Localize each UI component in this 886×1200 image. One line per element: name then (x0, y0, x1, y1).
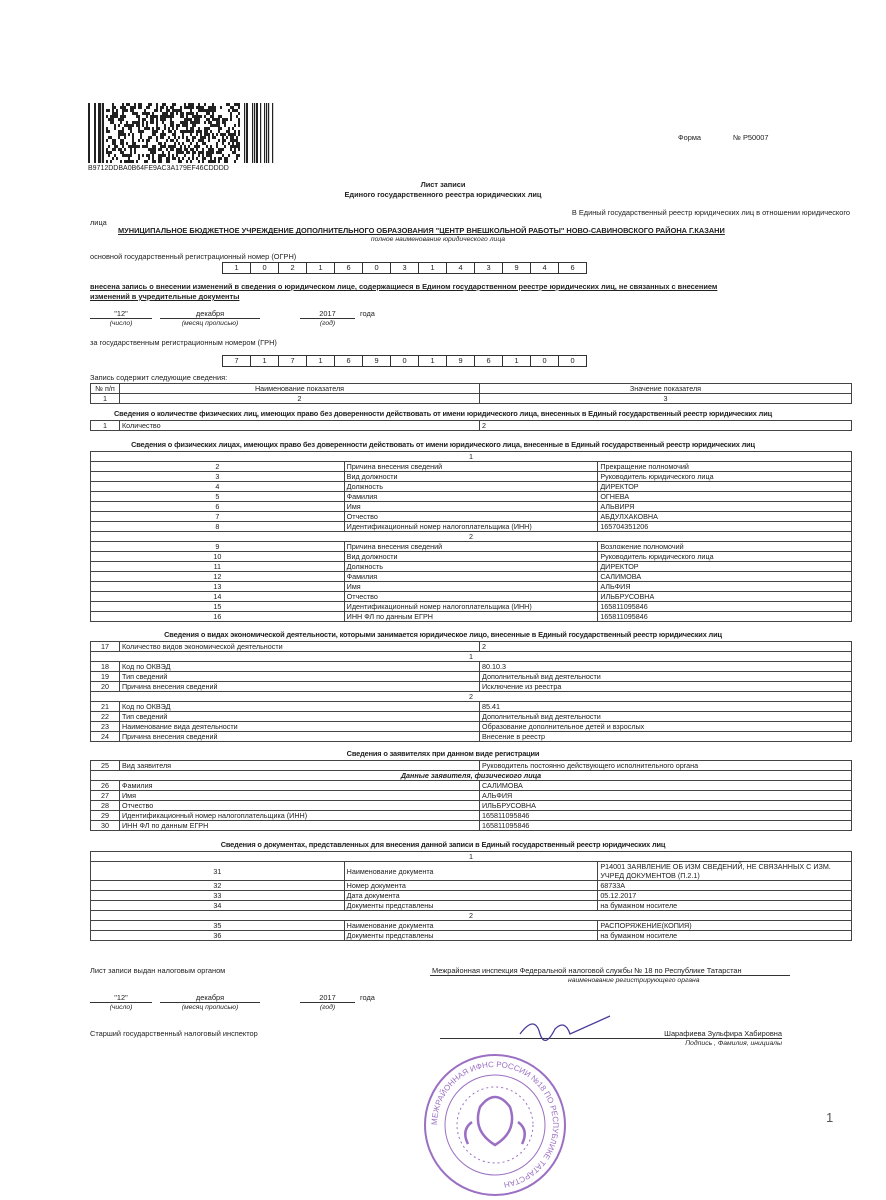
date-year-caption: (год) (319, 320, 336, 327)
table-row (91, 801, 852, 811)
row-value: 05.12.2017 (598, 891, 852, 901)
digit-box: 1 (419, 263, 447, 273)
intro-line2: лица (90, 218, 107, 227)
table-row (91, 712, 852, 722)
table-row (91, 502, 852, 512)
row-name: Имя (344, 582, 598, 592)
row-name: Наименование вида деятельности (120, 722, 480, 732)
table-row (91, 542, 852, 552)
row-number: 16 (91, 612, 345, 622)
section-table (90, 420, 852, 431)
table-row (91, 572, 852, 582)
date-day-caption: (число) (109, 1004, 133, 1011)
row-number: 24 (91, 732, 120, 742)
row-number: 34 (91, 901, 345, 911)
row-value: 165811095846 (598, 612, 852, 622)
table-row (91, 732, 852, 742)
subheader-label: Данные заявителя, физического лица (91, 771, 852, 781)
section-table (90, 851, 852, 941)
row-value: Образование дополнительное детей и взрослых (480, 722, 852, 732)
group-row (91, 652, 852, 662)
table-row (91, 612, 852, 622)
group-number: 1 (91, 452, 852, 462)
section-title: Сведения о документах, представленных для внесения данной записи в Единый государственный реестр юридических лиц (220, 840, 666, 849)
row-number: 19 (91, 672, 120, 682)
official-stamp (420, 1052, 570, 1198)
row-value: 2 (480, 642, 852, 652)
date-month: декабря (195, 309, 225, 318)
row-number: 1 (91, 421, 120, 431)
table-row (91, 781, 852, 791)
table-row (91, 722, 852, 732)
digit-box: 0 (391, 356, 419, 366)
col-header-num: № п/п (91, 384, 120, 394)
barcode-text: B9712DDBA0B64FE9AC3A179EF46CDDDD (88, 165, 229, 172)
row-name: Причина внесения сведений (120, 682, 480, 692)
digit-box: 0 (531, 356, 559, 366)
digit-box: 9 (503, 263, 531, 273)
digit-box: 1 (307, 356, 335, 366)
row-name: Имя (120, 791, 480, 801)
col-num-3: 3 (480, 394, 852, 404)
row-value: Дополнительный вид деятельности (480, 672, 852, 682)
row-number: 18 (91, 662, 120, 672)
row-value: ОГНЕВА (598, 492, 852, 502)
row-value: на бумажном носителе (598, 931, 852, 941)
row-value: Р14001 ЗАЯВЛЕНИЕ ОБ ИЗМ СВЕДЕНИЙ, НЕ СВЯЗАННЫХ С ИЗМ. УЧРЕД ДОКУМЕНТОВ (П.2.1) (598, 862, 852, 881)
row-value: Руководитель юридического лица (598, 472, 852, 482)
signature (515, 1012, 615, 1042)
stamp-text: МЕЖРАЙОННАЯ ИФНС РОССИИ №18 ПО РЕСПУБЛИКЕ ТАТАРСТАН (429, 1059, 561, 1190)
date-year-underline (300, 318, 355, 319)
row-number: 5 (91, 492, 345, 502)
grn-label: за государственным регистрационным номером (ГРН) (90, 338, 277, 347)
header-table (90, 383, 852, 404)
row-number: 9 (91, 542, 345, 552)
digit-box: 1 (307, 263, 335, 273)
row-name: Должность (344, 562, 598, 572)
row-number: 26 (91, 781, 120, 791)
digit-box: 3 (391, 263, 419, 273)
doc-title: Лист записи (420, 180, 466, 189)
page-number: 1 (826, 1110, 834, 1125)
contains-label: Запись содержит следующие сведения: (90, 373, 228, 382)
table-row (91, 761, 852, 771)
position-label: Старший государственный налоговый инспектор (90, 1029, 258, 1038)
digit-box: 1 (223, 263, 251, 273)
digit-box: 4 (531, 263, 559, 273)
col-header-name: Наименование показателя (120, 384, 480, 394)
group-row (91, 532, 852, 542)
row-name: Отчество (120, 801, 480, 811)
row-value: Руководитель юридического лица (598, 552, 852, 562)
row-value: 165811095846 (598, 602, 852, 612)
row-value: ИЛЬБРУСОВНА (598, 592, 852, 602)
row-value: 165811095846 (480, 821, 852, 831)
row-number: 7 (91, 512, 345, 522)
row-number: 23 (91, 722, 120, 732)
row-name: Тип сведений (120, 712, 480, 722)
row-value: 2 (480, 421, 852, 431)
date-day: "12" (114, 309, 128, 318)
date-day-caption: (число) (109, 320, 133, 327)
date-year-underline (300, 1002, 355, 1003)
row-name: Отчество (344, 512, 598, 522)
digit-box: 6 (335, 263, 363, 273)
table-row (91, 522, 852, 532)
row-value: 85.41 (480, 702, 852, 712)
digit-box: 4 (447, 263, 475, 273)
digit-box: 0 (570, 356, 575, 365)
row-value: Внесение в реестр (480, 732, 852, 742)
table-row (91, 552, 852, 562)
group-row (91, 852, 852, 862)
digit-box: 6 (570, 263, 575, 272)
digit-box: 1 (419, 356, 447, 366)
issued-by-label: Лист записи выдан налоговым органом (90, 966, 226, 975)
row-value: САЛИМОВА (480, 781, 852, 791)
table-row (91, 582, 852, 592)
date-month-underline (160, 1002, 260, 1003)
form-label: Форма (678, 133, 702, 142)
digit-box: 0 (251, 263, 279, 273)
subheader-row (91, 771, 852, 781)
digit-box: 6 (475, 356, 503, 366)
date-month-underline (160, 318, 260, 319)
row-number: 17 (91, 642, 120, 652)
row-number: 13 (91, 582, 345, 592)
ogrn-boxes (222, 262, 587, 274)
digit-box: 1 (251, 356, 279, 366)
row-number: 20 (91, 682, 120, 692)
row-name: Дата документа (344, 891, 598, 901)
table-row (91, 592, 852, 602)
group-row (91, 452, 852, 462)
row-number: 33 (91, 891, 345, 901)
table-row (91, 862, 852, 881)
row-value: АЛЬВИРЯ (598, 502, 852, 512)
date-year: 2017 (319, 993, 336, 1002)
table-row (91, 562, 852, 572)
row-name: Номер документа (344, 881, 598, 891)
barcode-2d (88, 103, 276, 163)
intro-line1: В Единый государственный реестр юридических лиц в отношении юридического (571, 208, 850, 217)
row-name: Причина внесения сведений (344, 462, 598, 472)
row-value: Руководитель постоянно действующего исполнительного органа (480, 761, 852, 771)
col-num-1: 1 (91, 394, 120, 404)
row-name: Вид заявителя (120, 761, 480, 771)
section-table (90, 641, 852, 742)
row-value: ДИРЕКТОР (598, 482, 852, 492)
row-name: Наименование документа (344, 862, 598, 881)
row-value: 165704351206 (598, 522, 852, 532)
svg-text:МЕЖРАЙОННАЯ ИФНС РОССИИ №18 ПО (430, 1060, 560, 1189)
row-value: 80.10.3 (480, 662, 852, 672)
group-number: 1 (91, 852, 852, 862)
row-name: Тип сведений (120, 672, 480, 682)
grn-boxes (222, 355, 587, 367)
table-row (91, 682, 852, 692)
row-number: 14 (91, 592, 345, 602)
row-number: 29 (91, 811, 120, 821)
row-name: Наименование документа (344, 921, 598, 931)
col-num-2: 2 (120, 394, 480, 404)
date-month-caption: (месяц прописью) (181, 320, 239, 327)
date-year-suffix: года (360, 993, 375, 1002)
row-name: Причина внесения сведений (344, 542, 598, 552)
table-row (91, 482, 852, 492)
row-name: Фамилия (344, 492, 598, 502)
row-number: 15 (91, 602, 345, 612)
section-table (90, 760, 852, 831)
row-name: Количество видов экономической деятельности (120, 642, 480, 652)
row-value: на бумажном носителе (598, 901, 852, 911)
row-number: 35 (91, 921, 345, 931)
row-name: Вид должности (344, 552, 598, 562)
group-row (91, 911, 852, 921)
row-value: РАСПОРЯЖЕНИЕ(КОПИЯ) (598, 921, 852, 931)
row-number: 10 (91, 552, 345, 562)
digit-box: 0 (363, 263, 391, 273)
row-value: АЛЬФИЯ (598, 582, 852, 592)
table-row (91, 421, 852, 431)
ogrn-label: основной государственный регистрационный номер (ОГРН) (90, 252, 297, 261)
org-name: МУНИЦИПАЛЬНОЕ БЮДЖЕТНОЕ УЧРЕЖДЕНИЕ ДОПОЛНИТЕЛЬНОГО ОБРАЗОВАНИЯ "ЦЕНТР ВНЕШКОЛЬНОЙ РАБОТЫ" НОВО-САВИНОВСКОГО РАЙОНА Г.КАЗАНИ (118, 226, 725, 235)
row-name: Причина внесения сведений (120, 732, 480, 742)
table-row (91, 472, 852, 482)
group-number: 1 (91, 652, 852, 662)
table-row (91, 811, 852, 821)
digit-box: 1 (503, 356, 531, 366)
row-name: Фамилия (344, 572, 598, 582)
date-year-suffix: года (360, 309, 375, 318)
row-value: ИЛЬБРУСОВНА (480, 801, 852, 811)
row-name: Идентификационный номер налогоплательщика (ИНН) (344, 602, 598, 612)
row-number: 22 (91, 712, 120, 722)
row-name: Код по ОКВЭД (120, 662, 480, 672)
row-value: Дополнительный вид деятельности (480, 712, 852, 722)
row-name: Документы представлены (344, 901, 598, 911)
row-number: 27 (91, 791, 120, 801)
digit-box: 9 (363, 356, 391, 366)
row-name: Отчество (344, 592, 598, 602)
row-value: Возложение полномочий (598, 542, 852, 552)
section-title: Сведения о количестве физических лиц, имеющих право без доверенности действовать от имени юридического лица, внесенных в Единый государственный реестр юридических лиц (114, 409, 772, 418)
row-value: САЛИМОВА (598, 572, 852, 582)
row-number: 32 (91, 881, 345, 891)
row-number: 8 (91, 522, 345, 532)
row-name: Должность (344, 482, 598, 492)
row-name: Вид должности (344, 472, 598, 482)
table-row (91, 662, 852, 672)
row-name: ИНН ФЛ по данным ЕГРН (120, 821, 480, 831)
table-row (91, 891, 852, 901)
digit-box: 9 (447, 356, 475, 366)
table-row (91, 921, 852, 931)
row-number: 6 (91, 502, 345, 512)
row-name: Документы представлены (344, 931, 598, 941)
table-row (91, 512, 852, 522)
digit-box: 6 (335, 356, 363, 366)
row-value: АБДУЛХАКОВНА (598, 512, 852, 522)
date-day-underline (90, 318, 152, 319)
table-row (91, 462, 852, 472)
date-year: 2017 (319, 309, 336, 318)
record-text-2: изменений в учредительные документы (90, 292, 240, 301)
authority-caption: наименование регистрирующего органа (568, 977, 700, 984)
row-value: АЛЬФИЯ (480, 791, 852, 801)
row-name: Идентификационный номер налогоплательщика (ИНН) (120, 811, 480, 821)
table-row (91, 702, 852, 712)
row-number: 2 (91, 462, 345, 472)
row-number: 28 (91, 801, 120, 811)
record-text-1: внесена запись о внесении изменений в сведения о юридическом лице, содержащиеся в Едином государственном реестре юридических лиц, не связанных с внесением (90, 282, 718, 291)
date-month-caption: (месяц прописью) (181, 1004, 239, 1011)
section-title: Сведения о заявителях при данном виде регистрации (346, 749, 540, 758)
table-row (91, 931, 852, 941)
section-title: Сведения о физических лицах, имеющих право без доверенности действовать от имени юридического лица, внесенные в Единый государственный реестр юридических лиц (131, 440, 755, 449)
section-title: Сведения о видах экономической деятельности, которыми занимается юридическое лицо, внесенные в Единый государственный реестр юридических лиц (164, 630, 722, 639)
date-year-caption: (год) (319, 1004, 336, 1011)
table-row (91, 602, 852, 612)
table-row (91, 821, 852, 831)
row-number: 31 (91, 862, 345, 881)
row-number: 25 (91, 761, 120, 771)
col-header-value: Значение показателя (480, 384, 852, 394)
group-number: 2 (91, 911, 852, 921)
section-table (90, 451, 852, 622)
row-name: Фамилия (120, 781, 480, 791)
row-name: Код по ОКВЭД (120, 702, 480, 712)
date-month: декабря (195, 993, 225, 1002)
signer-caption: Подпись , Фамилия, инициалы (685, 1040, 782, 1047)
digit-box: 2 (279, 263, 307, 273)
table-row (91, 492, 852, 502)
authority-name: Межрайонная инспекция Федеральной налоговой службы № 18 по Республике Татарстан (432, 966, 742, 975)
form-number: № Р50007 (733, 133, 769, 142)
group-number: 2 (91, 692, 852, 702)
row-number: 36 (91, 931, 345, 941)
row-value: 165811095846 (480, 811, 852, 821)
row-number: 11 (91, 562, 345, 572)
digit-box: 3 (475, 263, 503, 273)
row-name: Количество (120, 421, 480, 431)
digit-box: 7 (223, 356, 251, 366)
table-row (91, 642, 852, 652)
row-name: Идентификационный номер налогоплательщика (ИНН) (344, 522, 598, 532)
date-day-underline (90, 1002, 152, 1003)
table-row (91, 901, 852, 911)
row-value: ДИРЕКТОР (598, 562, 852, 572)
date-day: "12" (114, 993, 128, 1002)
table-row (91, 881, 852, 891)
row-number: 30 (91, 821, 120, 831)
row-name: Имя (344, 502, 598, 512)
group-number: 2 (91, 532, 852, 542)
row-number: 12 (91, 572, 345, 582)
digit-box: 7 (279, 356, 307, 366)
org-caption: полное наименование юридического лица (370, 236, 506, 243)
row-value: 68733А (598, 881, 852, 891)
row-value: Прекращение полномочий (598, 462, 852, 472)
row-number: 21 (91, 702, 120, 712)
signer-name: Шарафиева Зульфира Хабировна (664, 1029, 782, 1038)
row-value: Исключение из реестра (480, 682, 852, 692)
doc-subtitle: Единого государственного реестра юридических лиц (344, 190, 542, 199)
table-row (91, 672, 852, 682)
row-number: 3 (91, 472, 345, 482)
group-row (91, 692, 852, 702)
row-name: ИНН ФЛ по данным ЕГРН (344, 612, 598, 622)
table-row (91, 791, 852, 801)
row-number: 4 (91, 482, 345, 492)
